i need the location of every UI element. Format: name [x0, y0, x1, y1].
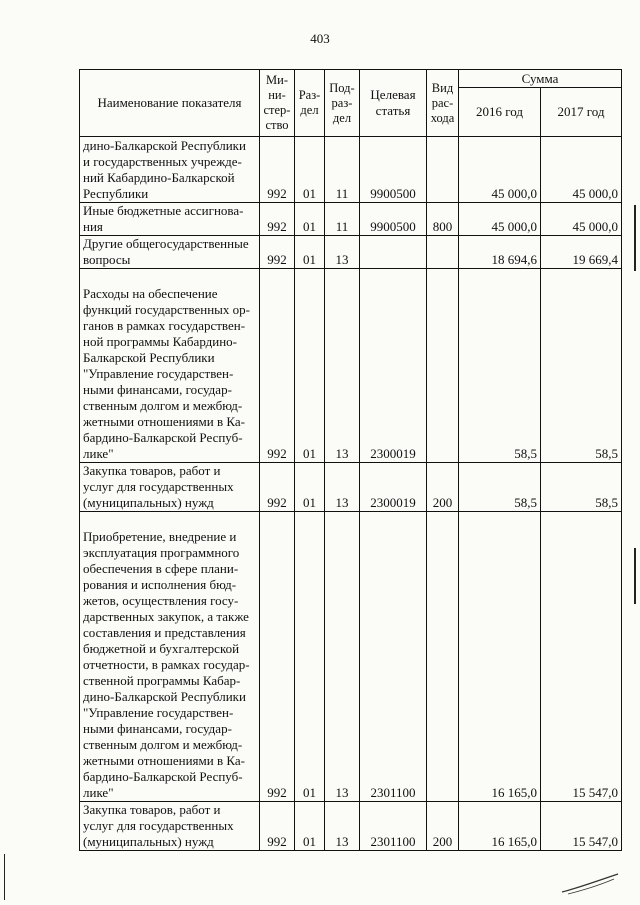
- header-year-2016: 2016 год: [459, 88, 541, 137]
- budget-table: [79, 69, 622, 851]
- cell-expense-type: [427, 512, 459, 802]
- header-target: [360, 70, 427, 137]
- cell-section: 01: [295, 236, 325, 269]
- cell-name: Расходы на обеспечение функций государственных ор- ганов в рамках государствен- ной программы Кабардино- Балкарской Республики "Управление государствен- ными финансами, государ- ственным долгом и межбюд- жетными отношениями в Ка- бардино-Балкарской Респуб- лике": [80, 269, 260, 463]
- table-row: [80, 137, 622, 203]
- header-expense-type: [427, 70, 459, 137]
- cell-sum-2016: 16 165,0: [459, 802, 541, 851]
- cell-subsection: 13: [325, 269, 360, 463]
- cell-ministry: 992: [260, 137, 295, 203]
- cell-subsection: 13: [325, 802, 360, 851]
- page-number: 403: [310, 31, 330, 46]
- cell-ministry: 992: [260, 203, 295, 236]
- cell-sum-2017: 19 669,4: [541, 236, 622, 269]
- cell-target: 9900500: [360, 137, 427, 203]
- cell-sum-2016: 18 694,6: [459, 236, 541, 269]
- cell-name: Закупка товаров, работ и услуг для государственных (муниципальных) нужд: [80, 463, 260, 512]
- cell-ministry: 992: [260, 269, 295, 463]
- cell-expense-type: 200: [427, 463, 459, 512]
- cell-section: 01: [295, 512, 325, 802]
- cell-ministry: 992: [260, 802, 295, 851]
- binding-mark-right-lower: [634, 548, 636, 604]
- cell-sum-2017: 58,5: [541, 463, 622, 512]
- header-subsection-text: Под- раз- дел: [329, 80, 355, 125]
- cell-target: [360, 236, 427, 269]
- table-row: [80, 802, 622, 851]
- header-name: Наименование показателя: [80, 70, 260, 137]
- cell-subsection: 11: [325, 203, 360, 236]
- cell-expense-type: [427, 137, 459, 203]
- cell-expense-type: [427, 269, 459, 463]
- cell-subsection: 11: [325, 137, 360, 203]
- table-row: [80, 512, 622, 802]
- cell-sum-2016: 58,5: [459, 463, 541, 512]
- cell-sum-2016: 45 000,0: [459, 137, 541, 203]
- cell-name: дино-Балкарской Республики и государственных учрежде- ний Кабардино-Балкарской Республики: [80, 137, 260, 203]
- header-target-text: Целевая статья: [370, 87, 416, 118]
- cell-subsection: 13: [325, 236, 360, 269]
- cell-sum-2016: 45 000,0: [459, 203, 541, 236]
- header-subsection: [325, 70, 360, 137]
- table-row: [80, 463, 622, 512]
- cell-target: 9900500: [360, 203, 427, 236]
- cell-section: 01: [295, 203, 325, 236]
- cell-ministry: 992: [260, 463, 295, 512]
- cell-section: 01: [295, 463, 325, 512]
- cell-subsection: 13: [325, 463, 360, 512]
- cell-expense-type: 200: [427, 802, 459, 851]
- cell-sum-2017: 15 547,0: [541, 802, 622, 851]
- header-ministry-text: Ми- ни- стер- ство: [263, 73, 291, 132]
- cell-sum-2016: 16 165,0: [459, 512, 541, 802]
- cell-name: Приобретение, внедрение и эксплуатация программного обеспечения в сфере плани- рования и исполнения бюд- жетов, осуществления госу- дарственных закупок, а также составления и представления бюджетной и бухгалтерской отчетности, в рамках государ- ственной программы Кабар- дино-Балкарской Республики "Управление государствен- ными финансами, государ- ственным долгом и межбюд- жетными отношениями в Ка- бардино-Балкарской Респуб- лике": [80, 512, 260, 802]
- cell-name: Другие общегосударственные вопросы: [80, 236, 260, 269]
- cell-sum-2017: 45 000,0: [541, 203, 622, 236]
- cell-ministry: 992: [260, 512, 295, 802]
- cell-sum-2017: 15 547,0: [541, 512, 622, 802]
- table-row: [80, 236, 622, 269]
- header-sum: Сумма: [459, 70, 622, 88]
- cell-sum-2017: 45 000,0: [541, 137, 622, 203]
- cell-sum-2017: 58,5: [541, 269, 622, 463]
- cell-section: 01: [295, 269, 325, 463]
- cell-name: Иные бюджетные ассигнова- ния: [80, 203, 260, 236]
- signature-stroke: [560, 870, 620, 896]
- header-section-text: Раз- дел: [298, 88, 321, 117]
- cell-target: 2300019: [360, 269, 427, 463]
- cell-target: 2301100: [360, 802, 427, 851]
- cell-expense-type: [427, 236, 459, 269]
- cell-subsection: 13: [325, 512, 360, 802]
- cell-section: 01: [295, 137, 325, 203]
- header-ministry: [260, 70, 295, 137]
- table-row: [80, 269, 622, 463]
- cell-section: 01: [295, 802, 325, 851]
- header-section: [295, 70, 325, 137]
- cell-target: 2301100: [360, 512, 427, 802]
- binding-mark-left: [4, 854, 5, 900]
- table-row: [80, 203, 622, 236]
- cell-expense-type: 800: [427, 203, 459, 236]
- binding-mark-right-upper: [634, 205, 636, 271]
- header-year-2017: 2017 год: [541, 88, 622, 137]
- cell-sum-2016: 58,5: [459, 269, 541, 463]
- cell-target: 2300019: [360, 463, 427, 512]
- cell-name: Закупка товаров, работ и услуг для государственных (муниципальных) нужд: [80, 802, 260, 851]
- header-expense-type-text: Вид рас- хода: [430, 80, 455, 125]
- cell-ministry: 992: [260, 236, 295, 269]
